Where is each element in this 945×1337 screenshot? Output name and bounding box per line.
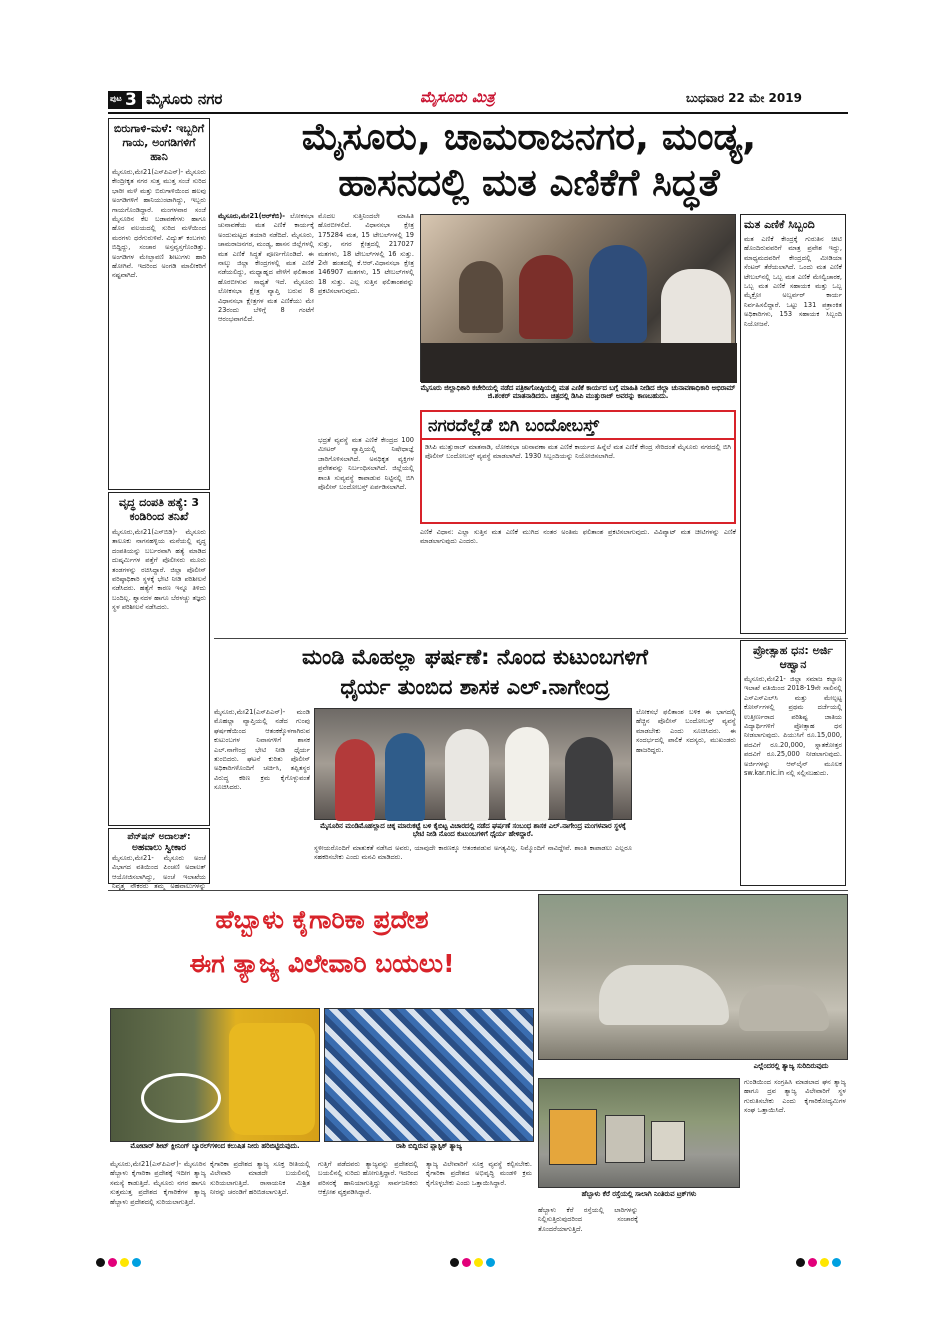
- registration-dots-right: [796, 1252, 856, 1264]
- left-story-rain-headline: ಬಿರುಗಾಳಿ-ಮಳೆ: ಇಬ್ಬರಿಗೆ ಗಾಯ, ಅಂಗಡಿಗಳಿಗೆ ಹಾನಿ: [113, 122, 205, 163]
- lead-lower-body: ಎಣಿಕೆ ವಿಧಾನ: ಎಲ್ಲಾ ಸುತ್ತಿನ ಮತ ಎಣಿಕೆ ಮುಗಿದ ನಂತರ ಅಂತಿಮ ಫಲಿತಾಂಶ ಪ್ರಕಟಿಸಲಾಗುವುದು. ವಿವಿಪ್ಯಾಟ್ ಮತ ಚೀಟಿಗಳನ್ನು ಎಣಿಕೆ ಮಾಡಲಾಗುವುದು ಎಂದರು.: [420, 528, 736, 546]
- page-date: ಬುಧವಾರ 22 ಮೇ 2019: [686, 91, 802, 105]
- page-number-badge: [108, 91, 142, 109]
- hebbal-headline-line1: ಹೆಬ್ಬಾಳು ಕೈಗಾರಿಕಾ ಪ್ರದೇಶ: [215, 905, 429, 934]
- section-title: ಮೈಸೂರು ನಗರ: [146, 90, 223, 108]
- truck: [549, 1109, 597, 1165]
- dot-yellow: [120, 1258, 129, 1267]
- dot-black: [450, 1258, 459, 1267]
- dot-black: [96, 1258, 105, 1267]
- lead-headline: [218, 114, 840, 208]
- lead-photo: [420, 214, 736, 382]
- officer-figure: [459, 261, 503, 333]
- plastic-photo: [324, 1008, 534, 1142]
- hebbal-col-6: ಗುಂಡಿಯಿಂದ ಸಂಗ್ರಹಿಸಿ ಮಾಡಲಾದ ಘನ ತ್ಯಾಜ್ಯ ಹಾಗೂ ದ್ರವ ತ್ಯಾಜ್ಯ ವಿಲೇವಾರಿಗೆ ಸ್ಥಳ ಗುರುತಿಸಬೇಕು ಎಂದು ಕೈಗಾರಿಕೋದ್ಯಮಿಗಳ ಸಂಘ ಒತ್ತಾಯಿಸಿದೆ.: [744, 1078, 846, 1115]
- page-label: ಪುಟ: [110, 94, 122, 103]
- left-story-murder-body: ಮೈಸೂರು,ಮೇ21(ಎಸ್‌ಬಿಡಿ)- ಮೈಸೂರು ತಾಲೂಕು ನಾಗನಹಳ್ಳಿಯ ಮನೆಯಲ್ಲಿ ವೃದ್ಧ ದಂಪತಿಯನ್ನು ಬರ್ಬರವಾಗಿ ಹತ್ಯೆ ಮಾಡಿದ ದುಷ್ಕರ್ಮಿಗಳ ಪತ್ತೆಗೆ ಪೊಲೀಸರು ಮೂರು ತಂಡಗಳನ್ನು ರಚಿಸಿದ್ದಾರೆ. ಜಿಲ್ಲಾ ಪೊಲೀಸ್ ವರಿಷ್ಠಾಧಿಕಾರಿ ಸ್ಥಳಕ್ಕೆ ಭೇಟಿ ನೀಡಿ ಪರಿಶೀಲನೆ ನಡೆಸಿದರು. ಹತ್ಯೆಗೆ ಕಾರಣ ಇನ್ನೂ ತಿಳಿದು ಬಂದಿಲ್ಲ. ಶ್ವಾನದಳ ಹಾಗೂ ಬೆರಳಚ್ಚು ತಜ್ಞರು ಸ್ಥಳ ಪರಿಶೀಲನೆ ನಡೆಸಿದರು.: [112, 528, 206, 612]
- right-story-scholarship-body: ಮೈಸೂರು,ಮೇ21- ಜಿಲ್ಲಾ ಸಮಾಜ ಕಲ್ಯಾಣ ಇಲಾಖೆ ವತಿಯಿಂದ 2018-19ನೇ ಸಾಲಿನಲ್ಲಿ ಎಸ್‌ಎಸ್‌ಎಲ್‌ಸಿ ಮತ್ತು ಮೇಲ್ಪಟ್ಟ ಕೋರ್ಸ್‌ಗಳಲ್ಲಿ ಪ್ರಥಮ ದರ್ಜೆಯಲ್ಲಿ ಉತ್ತೀರ್ಣರಾದ ಪರಿಶಿಷ್ಟ ಜಾತಿಯ ವಿದ್ಯಾರ್ಥಿಗಳಿಗೆ ಪ್ರೋತ್ಸಾಹ ಧನ ನೀಡಲಾಗುವುದು. ಪಿಯುಸಿಗೆ ರೂ.15,000, ಪದವಿಗೆ ರೂ.20,000, ಸ್ನಾತಕೋತ್ತರ ಪದವಿಗೆ ರೂ.25,000 ನೀಡಲಾಗುವುದು. ಅರ್ಜಿಗಳನ್ನು ಆನ್‌ಲೈನ್ ಮೂಲಕ sw.kar.nic.in ನಲ್ಲಿ ಸಲ್ಲಿಸಬಹುದು.: [744, 675, 842, 778]
- page-number: 3: [125, 90, 137, 110]
- masthead: ಮೈಸೂರು ಮಿತ್ರ: [420, 88, 495, 106]
- mandi-col-right: ಲೋಕಸಭೆ ಫಲಿತಾಂಶ ಬಳಿಕ ಈ ಭಾಗದಲ್ಲಿ ಹೆಚ್ಚಿನ ಪೊಲೀಸ್ ಬಂದೋಬಸ್ತ್ ವ್ಯವಸ್ಥೆ ಮಾಡಬೇಕು ಎಂದು ಸೂಚಿಸಿದರು. ಈ ಸಂದರ್ಭದಲ್ಲಿ ಪಾಲಿಕೆ ಸದಸ್ಯರು, ಮುಖಂಡರು ಹಾಜರಿದ್ದರು.: [636, 708, 736, 754]
- crowd-figure-2: [385, 733, 425, 821]
- mandi-photo-caption: ಮೈಸೂರಿನ ಮಂಡಿಮೊಹಲ್ಲಾದ ಚಿಕ್ಕ ಮಾರುಕಟ್ಟೆ ಬಳಿ ಕೈಬಿಟ್ಟ ವಿಚಾರದಲ್ಲಿ ನಡೆದ ಘರ್ಷಣೆ ಸಂಬಂಧ ಶಾಸಕ ಎಲ್.ನಾಗೇಂದ್ರ ಮಂಗಳವಾರ ಸ್ಥಳಕ್ಕೆ ಭೇಟಿ ನೀಡಿ ನೊಂದ ಕುಟುಂಬಗಳಿಗೆ ಧೈರ್ಯ ಹೇಳಿದ್ದಾರೆ.: [320, 822, 626, 838]
- dot-cyan: [132, 1258, 141, 1267]
- left-story-rain: [108, 118, 210, 490]
- lead-col-3-text: [318, 436, 414, 632]
- dot-magenta: [808, 1258, 817, 1267]
- mandi-headline-line1: ಮಂಡಿ ಮೊಹಲ್ಲಾ ಘರ್ಷಣೆ: ನೊಂದ ಕುಟುಂಬಗಳಿಗೆ: [302, 645, 648, 669]
- dot-magenta: [462, 1258, 471, 1267]
- table: [421, 343, 737, 383]
- crowd-figure-4: [505, 727, 549, 821]
- trucks-photo-caption: ಹೆಬ್ಬಾಳು ಕೆರೆ ರಸ್ತೆಯಲ್ಲಿ ಸಾಲಾಗಿ ನಿಂತಿರುವ ಟ್ರಕ್‌ಗಳು: [581, 1190, 697, 1198]
- lead-col-1-text: ಲೋಕಸಭಾ ಚುನಾವಣೆಯ ಮತ ಎಣಿಕೆ ಕಾರ್ಯಕ್ಕೆ ಅಂದುಮಟ್ಟದ ತಯಾರಿ ನಡೆದಿದೆ. ಮೈಸೂರು, ಚಾಮರಾಜನಗರ, ಮಂಡ್ಯ, ಹಾಸನ ಜಿಲ್ಲೆಗಳಲ್ಲಿ ಮತ ಎಣಿಕೆ ಸಿದ್ಧತೆ ಪೂರ್ಣಗೊಂಡಿದೆ. ಈ ನಾಲ್ಕು ಜಿಲ್ಲಾ ಕೇಂದ್ರಗಳಲ್ಲಿ ಮತ ಎಣಿಕೆ ನಡೆಯಲಿದ್ದು, ಮಧ್ಯಾಹ್ನದ ವೇಳೆಗೆ ಫಲಿತಾಂಶ ಹೊರಬೀಳುವ ಸಾಧ್ಯತೆ ಇದೆ. ಮೈಸೂರು ಲೋಕಸಭಾ ಕ್ಷೇತ್ರ ವ್ಯಾಪ್ತಿ ಬರುವ 8 ವಿಧಾನಸಭಾ ಕ್ಷೇತ್ರಗಳ ಮತ ಎಣಿಕೆಯು ಮೇ 23ರಂದು ಬೆಳಿಗ್ಗೆ 8 ಗಂಟೆಗೆ ಆರಂಭವಾಗಲಿದೆ.: [218, 212, 314, 324]
- bandobast-body-box: [420, 440, 736, 524]
- barrel-photo: [110, 1008, 320, 1142]
- lead-col-3-body: ಭದ್ರತೆ ವ್ಯವಸ್ಥೆ ಮತ ಎಣಿಕೆ ಕೇಂದ್ರದ 100 ಮೀಟರ್ ವ್ಯಾಪ್ತಿಯಲ್ಲಿ ನಿಷೇಧಾಜ್ಞೆ ಜಾರಿಗೊಳಿಸಲಾಗಿದೆ. ಅನಧಿಕೃತ ವ್ಯಕ್ತಿಗಳ ಪ್ರವೇಶವನ್ನು ನಿರ್ಬಂಧಿಸಲಾಗಿದೆ. ಜಿಲ್ಲೆಯಲ್ಲಿ ಶಾಂತಿ ಸುವ್ಯವಸ್ಥೆ ಕಾಪಾಡುವ ನಿಟ್ಟಿನಲ್ಲಿ ಬಿಗಿ ಪೊಲೀಸ್ ಬಂದೋಬಸ್ತ್ ಏರ್ಪಡಿಸಲಾಗಿದೆ.: [318, 436, 414, 492]
- hebbal-col-5: ಹೆಬ್ಬಾಳು ಕೆರೆ ರಸ್ತೆಯಲ್ಲಿ ಲಾರಿಗಳನ್ನು ನಿಲ್ಲಿಸುತ್ತಿರುವುದರಿಂದ ಸಂಚಾರಕ್ಕೆ ತೊಂದರೆಯಾಗುತ್ತಿದೆ.: [538, 1206, 638, 1233]
- plastic-photo-caption: ರಾಶಿ ಬಿದ್ದಿರುವ ಪ್ಲಾಸ್ಟಿಕ್ ತ್ಯಾಜ್ಯ: [396, 1142, 462, 1150]
- rubble-heap: [599, 965, 729, 1025]
- hebbal-headline-line2: ಈಗ ತ್ಯಾಜ್ಯ ವಿಲೇವಾರಿ ಬಯಲು!: [189, 949, 455, 978]
- lead-lower-text: [420, 528, 736, 634]
- man-figure: [589, 245, 647, 343]
- hebbal-col-2: ಕೈಗಾರಿಕಾ ಪ್ರದೇಶದ ತ್ಯಾಜ್ಯ ಸೂಕ್ತ ರೀತಿಯಲ್ಲಿ ವಿಲೇವಾರಿ ಮಾಡದೇ ಬಯಲಿನಲ್ಲಿ ಸುರಿಯಲಾಗುತ್ತಿದೆ. ರಾಸಾಯನಿಕ ಮಿಶ್ರಿತ ನೀರನ್ನು ಚರಂಡಿಗೆ ಹರಿಬಿಡಲಾಗುತ್ತಿದೆ.: [210, 1160, 310, 1197]
- woman-figure: [519, 255, 573, 339]
- dot-black: [796, 1258, 805, 1267]
- crowd-figure-3: [445, 729, 489, 821]
- lead-col-1: [218, 212, 314, 636]
- dot-cyan: [486, 1258, 495, 1267]
- lead-photo-caption: ಮೈಸೂರು ಜಿಲ್ಲಾಧಿಕಾರಿ ಕಚೇರಿಯಲ್ಲಿ ನಡೆದ ಪತ್ರಿಕಾಗೋಷ್ಠಿಯಲ್ಲಿ ಮತ ಎಣಿಕೆ ಕಾರ್ಯದ ಬಗ್ಗೆ ಮಾಹಿತಿ ನೀಡಿದ ಜಿಲ್ಲಾ ಚುನಾವಣಾಧಿಕಾರಿ ಅಭಿರಾಮ್ ಜಿ.ಶಂಕರ್ ಮಾತನಾಡಿದರು. ಚಿತ್ರದಲ್ಲಿ ಡಿಸಿಪಿ ಮುತ್ತುರಾಜ್ ಅವರನ್ನು ಕಾಣಬಹುದು.: [420, 384, 736, 400]
- page-header: [108, 88, 850, 112]
- bandobast-headline: ನಗರದೆಲ್ಲೆಡೆ ಬಿಗಿ ಬಂದೋಬಸ್ತ್: [428, 416, 600, 436]
- left-story-pension: [108, 828, 210, 891]
- dot-magenta: [108, 1258, 117, 1267]
- lead-dateline: ಮೈಸೂರು,ಮೇ21(ಆರ್‌ಕೆಬಿ)-: [218, 212, 286, 220]
- dot-cyan: [832, 1258, 841, 1267]
- lead-headline-line2: ಹಾಸನದಲ್ಲಿ ಮತ ಎಣಿಕೆಗೆ ಸಿದ್ಧತೆ: [338, 161, 720, 204]
- crowd-figure-5: [565, 737, 613, 821]
- mandi-photo: [314, 708, 632, 820]
- left-story-murder: [108, 492, 210, 826]
- crowd-figure-1: [335, 739, 375, 821]
- right-story-staff-body: ಮತ ಎಣಿಕೆ ಕೇಂದ್ರಕ್ಕೆ ಗುರುತಿನ ಚೀಟಿ ಹೊಂದಿರುವವರಿಗೆ ಮಾತ್ರ ಪ್ರವೇಶ ಇದ್ದು, ಮಾಧ್ಯಮದವರಿಗೆ ಕೇಂದ್ರದಲ್ಲಿ ಮೀಡಿಯಾ ಸೆಂಟರ್ ತೆರೆಯಲಾಗಿದೆ. ಒಂದು ಮತ ಎಣಿಕೆ ಟೇಬಲ್‌ನಲ್ಲಿ ಒಬ್ಬ ಮತ ಎಣಿಕೆ ಮೇಲ್ವಿಚಾರಕ, ಒಬ್ಬ ಮತ ಎಣಿಕೆ ಸಹಾಯಕ ಮತ್ತು ಒಬ್ಬ ಮೈಕ್ರೋ ಅಬ್ಸರ್ವರ್ ಕಾರ್ಯ ನಿರ್ವಹಿಸಲಿದ್ದಾರೆ. ಒಟ್ಟು 131 ಪತ್ರಾಂಕಿತ ಅಧಿಕಾರಿಗಳು, 153 ಸಹಾಯಕ ಸಿಬ್ಬಂದಿ ನಿಯೋಜನೆ.: [744, 235, 842, 328]
- hebbal-col-1: ಮೈಸೂರು,ಮೇ21(ಎಸ್‌ಪಿಎನ್)- ಮೈಸೂರಿನ ಹೆಬ್ಬಾಳು ಕೈಗಾರಿಕಾ ಪ್ರದೇಶಕ್ಕೆ ಇದೀಗ ತ್ಯಾಜ್ಯ ಸಮಸ್ಯೆ ಕಾಡುತ್ತಿದೆ. ಮೈಸೂರು ನಗರ ಹಾಗೂ ಸುತ್ತಮುತ್ತ ಪ್ರದೇಶದ ಕೈಗಾರಿಕೆಗಳ ತ್ಯಾಜ್ಯ ಹೆಬ್ಬಾಳು ಪ್ರದೇಶದಲ್ಲಿ ಸುರಿಯಲಾಗುತ್ತಿದೆ.: [110, 1160, 206, 1206]
- bandobast-box: [420, 410, 736, 440]
- right-story-scholarship: [740, 640, 846, 886]
- dump-photo-caption: ಎಲ್ಲೆಂದರಲ್ಲಿ ತ್ಯಾಜ್ಯ ಸುರಿದಿರುವುದು: [753, 1062, 829, 1070]
- barrel: [229, 1023, 315, 1135]
- mandi-headline: [214, 642, 736, 706]
- dot-yellow: [474, 1258, 483, 1267]
- hebbal-banner: [110, 892, 534, 1004]
- left-story-pension-headline: ಪೆನ್‌ಷನ್ ಅದಾಲತ್: ಅಹವಾಲು ಸ್ವೀಕಾರ: [127, 832, 191, 853]
- right-story-scholarship-headline: ಪ್ರೋತ್ಸಾಹ ಧನ: ಅರ್ಜಿ ಆಹ್ವಾನ: [753, 644, 833, 671]
- right-story-staff-headline: ಮತ ಎಣಿಕೆ ಸಿಬ್ಬಂದಿ: [744, 218, 815, 231]
- registration-dots-center: [450, 1252, 510, 1264]
- truck-3: [651, 1121, 685, 1161]
- registration-dots-left: [96, 1252, 156, 1264]
- trucks-photo: [538, 1078, 740, 1188]
- dump-photo: [538, 894, 848, 1060]
- dot-yellow: [820, 1258, 829, 1267]
- mandi-headline-line2: ಧೈರ್ಯ ತುಂಬಿದ ಶಾಸಕ ಎಲ್.ನಾಗೇಂದ್ರ: [340, 675, 610, 699]
- left-story-murder-headline: ವೃದ್ಧ ದಂಪತಿ ಹತ್ಯೆ: 3 ಕಂಡಿರಿಂದ ತನಿಖೆ: [118, 496, 200, 523]
- left-story-pension-body: ಮೈಸೂರು,ಮೇ21- ಮೈಸೂರು ಅಂಚೆ ವಿಭಾಗದ ವತಿಯಿಂದ ಪಿಂಚಣಿ ಅದಾಲತ್ ಆಯೋಜಿಸಲಾಗಿದ್ದು, ಅಂಚೆ ಇಲಾಖೆಯ ನಿವೃತ್ತ ನೌಕರರು ತಮ್ಮ ಅಹವಾಲುಗಳನ್ನು: [112, 854, 206, 891]
- truck-2: [605, 1115, 645, 1163]
- section-rule-1: [214, 638, 848, 639]
- rubble-heap-2: [739, 985, 829, 1031]
- left-story-rain-body: ಮೈಸೂರು,ಮೇ21(ಎಸ್‌ಪಿಎನ್)- ಮೈಸೂರು ಕೇಂದ್ರೀಕೃತ ನಗರ ಸುತ್ತ ಮುತ್ತ ಸಂಜೆ ಸುರಿದ ಭಾರೀ ಮಳೆ ಮತ್ತು ಬಿರುಗಾಳಿಯಿಂದ ಹಲವು ಅಂಗಡಿಗಳಿಗೆ ಹಾನಿಯುಂಟಾಗಿದ್ದು, ಇಬ್ಬರು ಗಾಯಗೊಂಡಿದ್ದಾರೆ. ಮಂಗಳವಾರ ಸಂಜೆ ಮೈಸೂರಿನ ಕೆಲ ಬಡಾವಣೆಗಳು ಹಾಗೂ ಹೊರ ವಲಯದಲ್ಲಿ ಸುರಿದ ಮಳೆಯಿಂದ ಮರಗಳು ಧರೆಗುರುಳಿವೆ. ವಿದ್ಯುತ್ ಕಂಬಗಳು ಬಿದ್ದಿದ್ದು, ಸಂಚಾರ ಅಸ್ತವ್ಯಸ್ತಗೊಂಡಿತ್ತು. ಅಂಗಡಿಗಳ ಮೇಲ್ಛಾವಣಿ ಶೀಟುಗಳು ಹಾರಿ ಹೋಗಿವೆ. ಇದರಿಂದ ಅಂಗಡಿ ಮಾಲೀಕರಿಗೆ ನಷ್ಟವಾಗಿದೆ.: [112, 168, 206, 280]
- mandi-col-left: ಮೈಸೂರು,ಮೇ21(ಎಸ್‌ಪಿಎನ್)- ಮಂಡಿ ಮೊಹಲ್ಲಾ ವ್ಯಾಪ್ತಿಯಲ್ಲಿ ನಡೆದ ಗುಂಪು ಘರ್ಷಣೆಯಿಂದ ಆತಂಕಕ್ಕೊಳಗಾಗಿರುವ ಕುಟುಂಬಗಳ ನಿವಾಸಗಳಿಗೆ ಶಾಸಕ ಎಲ್.ನಾಗೇಂದ್ರ ಭೇಟಿ ನೀಡಿ ಧೈರ್ಯ ತುಂಬಿದರು. ಘಟನೆ ಕುರಿತು ಪೊಲೀಸ್ ಅಧಿಕಾರಿಗಳೊಂದಿಗೆ ಚರ್ಚಿಸಿ, ತಪ್ಪಿತಸ್ಥರ ವಿರುದ್ಧ ಕಠಿಣ ಕ್ರಮ ಕೈಗೊಳ್ಳುವಂತೆ ಸೂಚಿಸಿದರು.: [214, 708, 310, 792]
- highlight-circle: [141, 1073, 221, 1123]
- section-rule-2: [108, 890, 848, 891]
- hebbal-col-4: ತ್ಯಾಜ್ಯ ವಿಲೇವಾರಿಗೆ ಸೂಕ್ತ ವ್ಯವಸ್ಥೆ ಕಲ್ಪಿಸಬೇಕು. ಕೈಗಾರಿಕಾ ಪ್ರದೇಶದ ಅಭಿವೃದ್ಧಿ ಮಂಡಳಿ ಕ್ರಮ ಕೈಗೊಳ್ಳಬೇಕು ಎಂದು ಒತ್ತಾಯಿಸಿದ್ದಾರೆ.: [426, 1160, 532, 1187]
- barrel-photo-caption: ಮೋಟಾರ್ ಶೀಟ್ ಕ್ಲೀನಿಂಗ್ ಬ್ಯಾರಲ್‌ಗಳಿಂದ ಕಲುಷಿತ ನೀರು ಹರಿಬಿಟ್ಟಿರುವುದು.: [130, 1142, 300, 1150]
- mandi-col-mid: ಸ್ಥಳೀಯರೊಂದಿಗೆ ಮಾತುಕತೆ ನಡೆಸಿದ ಅವರು, ಯಾವುದೇ ಕಾರಣಕ್ಕೂ ಆತಂಕಪಡುವ ಅಗತ್ಯವಿಲ್ಲ. ನಿಮ್ಮೊಂದಿಗೆ ನಾವಿದ್ದೇವೆ. ಶಾಂತಿ ಕಾಪಾಡಲು ಎಲ್ಲರೂ ಸಹಕರಿಸಬೇಕು ಎಂದು ಮನವಿ ಮಾಡಿದರು.: [314, 844, 632, 862]
- hebbal-col-3: ಗುತ್ತಿಗೆ ಪಡೆದವರು ತ್ಯಾಜ್ಯವನ್ನು ಪ್ರದೇಶದಲ್ಲಿ ಬಯಲಿನಲ್ಲಿ ಸುರಿದು ಹೋಗುತ್ತಿದ್ದಾರೆ. ಇದರಿಂದ ಪರಿಸರಕ್ಕೆ ಹಾನಿಯಾಗುತ್ತಿದ್ದು ಸಾರ್ವಜನಿಕರು ಆಕ್ರೋಶ ವ್ಯಕ್ತಪಡಿಸಿದ್ದಾರೆ.: [318, 1160, 418, 1197]
- lead-headline-line1: ಮೈಸೂರು, ಚಾಮರಾಜನಗರ, ಮಂಡ್ಯ,: [301, 115, 757, 158]
- bandobast-body: ಡಿಸಿಪಿ ಮುತ್ತುರಾಜ್ ಮಾತನಾಡಿ, ಲೋಕಸಭಾ ಚುನಾವಣಾ ಮತ ಎಣಿಕೆ ಕಾರ್ಯದ ಹಿನ್ನೆಲೆ ಮತ ಎಣಿಕೆ ಕೇಂದ್ರ ಸೇರಿದಂತೆ ಮೈಸೂರು ನಗರದಲ್ಲಿ ಬಿಗಿ ಪೊಲೀಸ್ ಬಂದೋಬಸ್ತ್ ವ್ಯವಸ್ಥೆ ಮಾಡಲಾಗಿದೆ. 1930 ಸಿಬ್ಬಂದಿಯನ್ನು ನಿಯೋಜಿಸಲಾಗಿದೆ.: [425, 443, 731, 461]
- right-story-staff: [740, 214, 846, 634]
- lead-col-2-text: ಮೊದಲ ಸುತ್ತಿನಿಂದಲೇ ಮಾಹಿತಿ ಹೊರಬೀಳಲಿದೆ. ವಿಧಾನಸಭಾ ಕ್ಷೇತ್ರ 175284 ಮತ, 15 ಟೇಬಲ್‌ಗಳಲ್ಲಿ 19 ಸುತ್ತು, ನಗರ ಕ್ಷೇತ್ರದಲ್ಲಿ 217027 ಮತಗಳು, 18 ಟೇಬಲ್‌ಗಳಲ್ಲಿ 16 ಸುತ್ತು. 2ನೇ ಹಂತದಲ್ಲಿ ಕೆ.ಆರ್.ವಿಧಾನಸಭಾ ಕ್ಷೇತ್ರ 146907 ಮತಗಳು, 15 ಟೇಬಲ್‌ಗಳಲ್ಲಿ 18 ಸುತ್ತು. ಎಲ್ಲ ಸುತ್ತಿನ ಫಲಿತಾಂಶವನ್ನು ಪ್ರಕಟಿಸಲಾಗುವುದು.: [318, 212, 414, 296]
